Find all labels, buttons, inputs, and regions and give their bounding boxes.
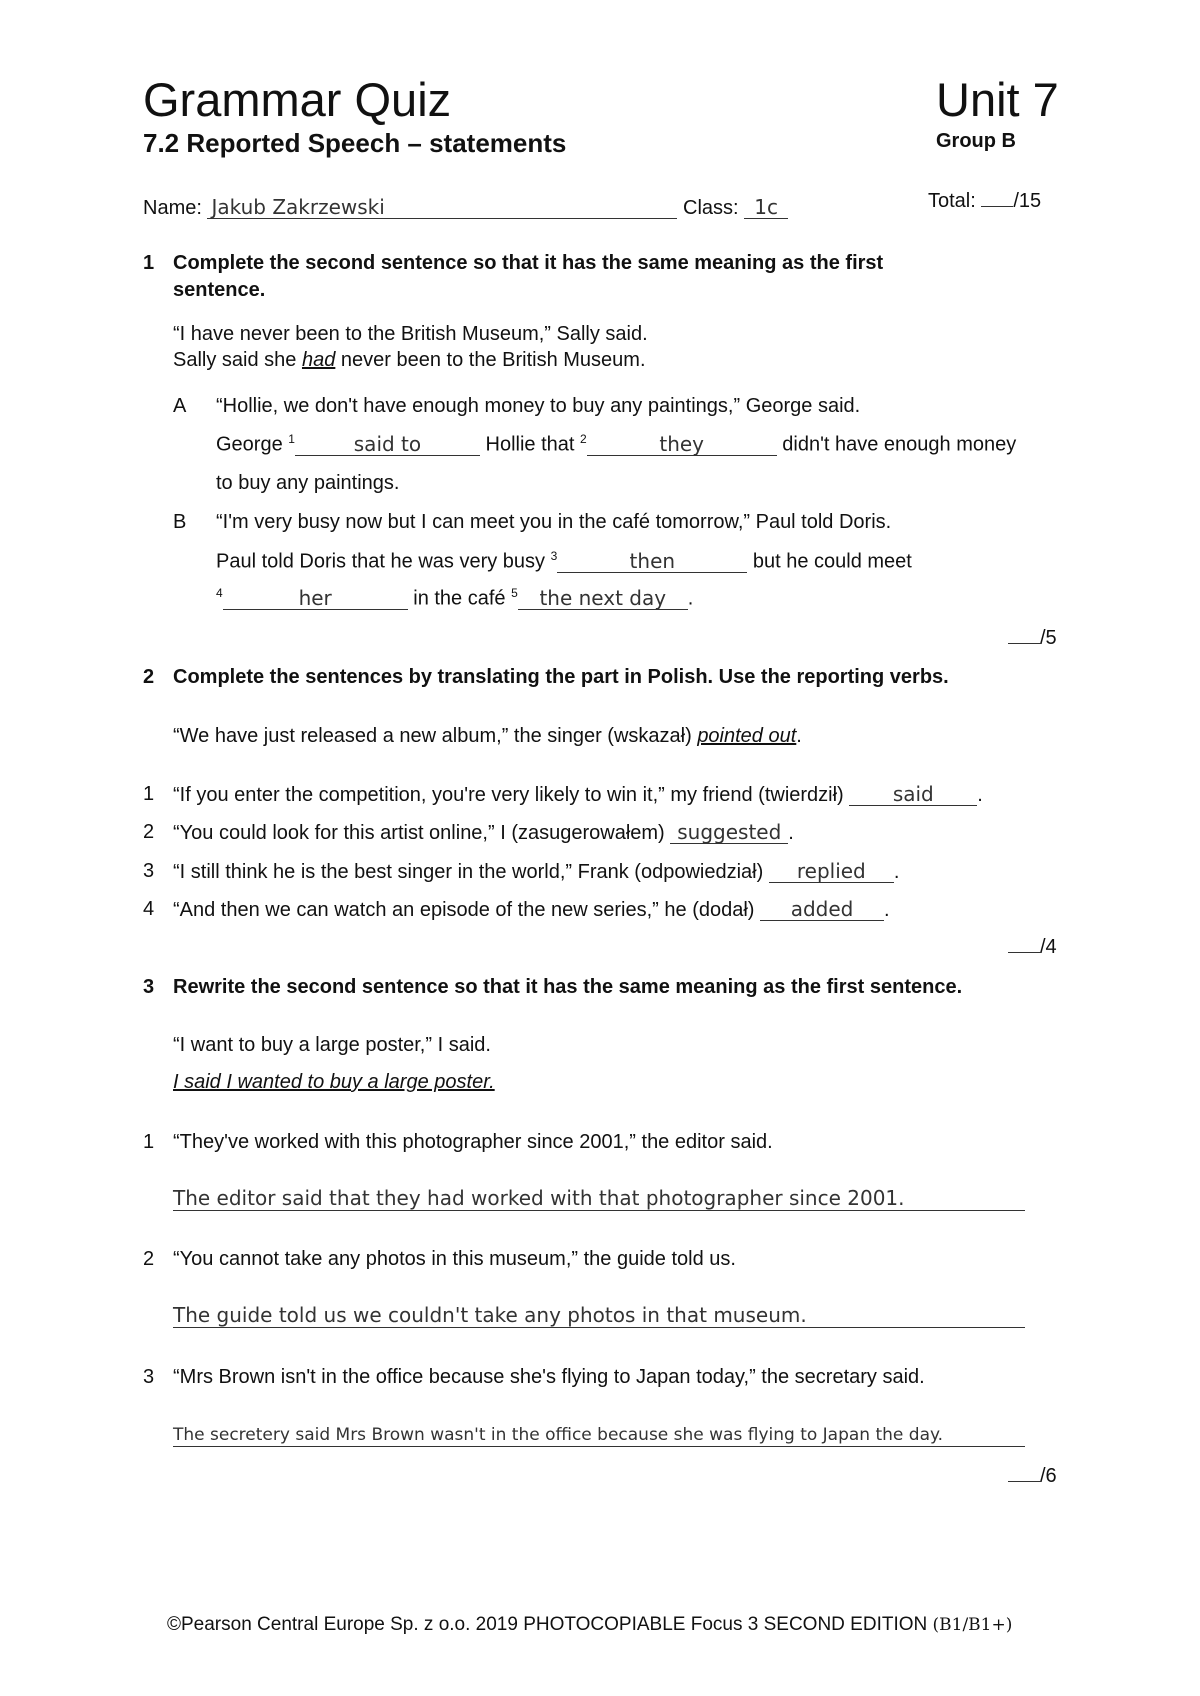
name-row — [143, 196, 788, 220]
ex3-example-answer: I said I wanted to buy a large poster. — [173, 1071, 495, 1093]
ex3-item-1-answer-line[interactable] — [173, 1186, 1025, 1211]
ex1-a-quote: “Hollie, we don't have enough money to buy any paintings,” George said. — [216, 395, 861, 417]
ex2-item-4-end: . — [884, 899, 890, 921]
ex2-score — [1008, 936, 1057, 959]
ex3-item-2-number: 2 — [143, 1248, 155, 1270]
ex1-a-sentence — [216, 432, 1016, 457]
ex3-item-3-answer: The secretery said Mrs Brown wasn't in the office because she was flying to Japan the day. — [173, 1425, 944, 1445]
gap-4-answer[interactable]: her — [223, 587, 408, 610]
ex1-a-letter: A — [173, 395, 187, 417]
group-label: Group B — [936, 130, 1016, 152]
ex1-b-pre: Paul told Doris that he was very busy — [216, 550, 551, 573]
ex2-item-1 — [173, 783, 983, 807]
footer — [167, 1614, 1012, 1636]
footer-level: (B1/B1+) — [932, 1615, 1013, 1635]
ex1-number: 1 — [143, 252, 155, 274]
name-value: Jakub Zakrzewski — [211, 195, 385, 219]
ex1-a-mid: Hollie that — [479, 433, 581, 456]
total-max: /15 — [1013, 190, 1042, 212]
ex3-item-1-quote: “They've worked with this photographer since 2001,” the editor said. — [173, 1131, 773, 1153]
ex2-item-3-text: “I still think he is the best singer in the world,” Frank (odpowiedział) — [173, 861, 769, 883]
ex2-item-4-number: 4 — [143, 898, 155, 920]
ex1-a-line3: to buy any paintings. — [216, 472, 400, 494]
ex1-example-answer — [173, 349, 646, 372]
ex3-item-3-quote: “Mrs Brown isn't in the office because she's flying to Japan today,” the secretary said. — [173, 1366, 925, 1388]
ex1-b-end: . — [687, 587, 694, 610]
unit-label: Unit 7 — [936, 73, 1059, 126]
total-score-field[interactable] — [981, 206, 1013, 207]
ex1-b-letter: B — [173, 511, 187, 533]
ex1-example-quote: “I have never been to the British Museum,” Sally said. — [173, 323, 648, 345]
ex1-score — [1008, 627, 1057, 650]
ex2-item-4 — [173, 898, 890, 922]
ex1-example-word: had — [301, 349, 336, 371]
gap-3-number: 3 — [550, 549, 558, 563]
ex3-item-2-answer-line[interactable] — [173, 1303, 1025, 1328]
ex2-item-4-answer[interactable]: added — [760, 898, 884, 921]
ex2-item-4-text: “And then we can watch an episode of the new series,” he (dodał) — [173, 899, 761, 921]
ex1-instruction — [173, 252, 883, 302]
ex3-score — [1008, 1465, 1057, 1488]
ex2-item-1-text: “If you enter the competition, you're very likely to win it,” my friend (twierdził) — [173, 784, 850, 806]
gap-5-answer[interactable]: the next day — [518, 587, 688, 610]
ex3-item-1-answer: The editor said that they had worked with that photographer since 2001. — [173, 1186, 905, 1210]
ex3-item-3-answer-line[interactable] — [173, 1424, 1025, 1447]
ex2-instruction: Complete the sentences by translating the part in Polish. Use the reporting verbs. — [173, 666, 949, 688]
ex2-item-2-answer[interactable]: suggested — [670, 821, 788, 844]
name-label: Name: — [143, 197, 202, 219]
gap-1-number: 1 — [288, 432, 295, 446]
ex1-b-sentence — [216, 549, 912, 574]
ex3-score-field[interactable] — [1008, 1481, 1040, 1482]
ex1-example-a: Sally said she — [173, 349, 302, 371]
gap-1-answer[interactable]: said to — [295, 433, 480, 456]
ex2-item-2-text: “You could look for this artist online,” I (zasugerowałem) — [173, 822, 671, 844]
gap-2-answer[interactable]: they — [587, 433, 777, 456]
class-field[interactable] — [744, 196, 788, 219]
name-field[interactable] — [207, 196, 677, 219]
ex1-b-line3 — [216, 586, 693, 611]
ex2-score-field[interactable] — [1008, 952, 1040, 953]
ex2-item-3 — [173, 860, 899, 884]
ex2-example-text: “We have just released a new album,” the singer (wskazał) — [173, 725, 698, 747]
gap-3-answer[interactable]: then — [557, 550, 747, 573]
ex3-item-2-quote: “You cannot take any photos in this museum,” the guide told us. — [173, 1248, 736, 1270]
class-value: 1c — [754, 195, 779, 219]
ex1-example-b: never been to the British Museum. — [335, 349, 646, 371]
gap-2-number: 2 — [580, 432, 587, 446]
gap-5-number: 5 — [511, 586, 518, 600]
page-subtitle: 7.2 Reported Speech – statements — [143, 128, 567, 158]
ex2-item-3-answer[interactable]: replied — [769, 860, 894, 883]
total-row — [928, 190, 1041, 213]
ex2-item-3-number: 3 — [143, 860, 155, 882]
ex3-number: 3 — [143, 976, 155, 998]
ex1-score-field[interactable] — [1008, 643, 1040, 644]
ex1-a-pre: George — [216, 433, 289, 456]
ex1-a-post: didn't have enough money — [776, 433, 1017, 456]
ex2-item-2-number: 2 — [143, 821, 155, 843]
ex2-number: 2 — [143, 666, 155, 688]
ex1-b-post: but he could meet — [747, 550, 912, 573]
page-title: Grammar Quiz — [143, 73, 452, 126]
ex1-b-mid: in the café — [407, 587, 512, 610]
ex3-item-2-answer: The guide told us we couldn't take any photos in that museum. — [173, 1303, 807, 1327]
ex2-example-answer: pointed out — [697, 725, 797, 747]
ex2-item-3-end: . — [893, 861, 900, 883]
ex2-item-1-end: . — [977, 784, 983, 806]
ex2-item-2-end: . — [788, 822, 794, 844]
ex2-item-2 — [173, 821, 794, 845]
ex3-example-quote: “I want to buy a large poster,” I said. — [173, 1034, 491, 1056]
footer-copyright: ©Pearson Central Europe Sp. z o.o. 2019 PHOTOCOPIABLE Focus 3 SECOND EDITION — [167, 1614, 933, 1635]
ex1-score-max: /5 — [1040, 627, 1057, 649]
ex3-score-max: /6 — [1040, 1465, 1057, 1487]
ex3-instruction: Rewrite the second sentence so that it has the same meaning as the first sentence. — [173, 976, 963, 998]
ex2-item-1-number: 1 — [143, 783, 155, 805]
total-label: Total: — [928, 190, 976, 212]
ex3-item-3-number: 3 — [143, 1366, 155, 1388]
ex1-instruction-line1: Complete the second sentence so that it has the same meaning as the first — [173, 252, 884, 274]
ex2-example-end: . — [796, 725, 802, 747]
ex3-item-1-number: 1 — [143, 1131, 155, 1153]
ex1-instruction-line2: sentence. — [173, 279, 266, 301]
ex1-b-quote: “I'm very busy now but I can meet you in the café tomorrow,” Paul told Doris. — [216, 511, 892, 533]
ex2-example — [173, 725, 802, 748]
gap-4-number: 4 — [216, 586, 223, 600]
class-label: Class: — [683, 197, 739, 219]
ex2-item-1-answer[interactable]: said — [849, 783, 977, 806]
ex2-score-max: /4 — [1040, 936, 1057, 958]
